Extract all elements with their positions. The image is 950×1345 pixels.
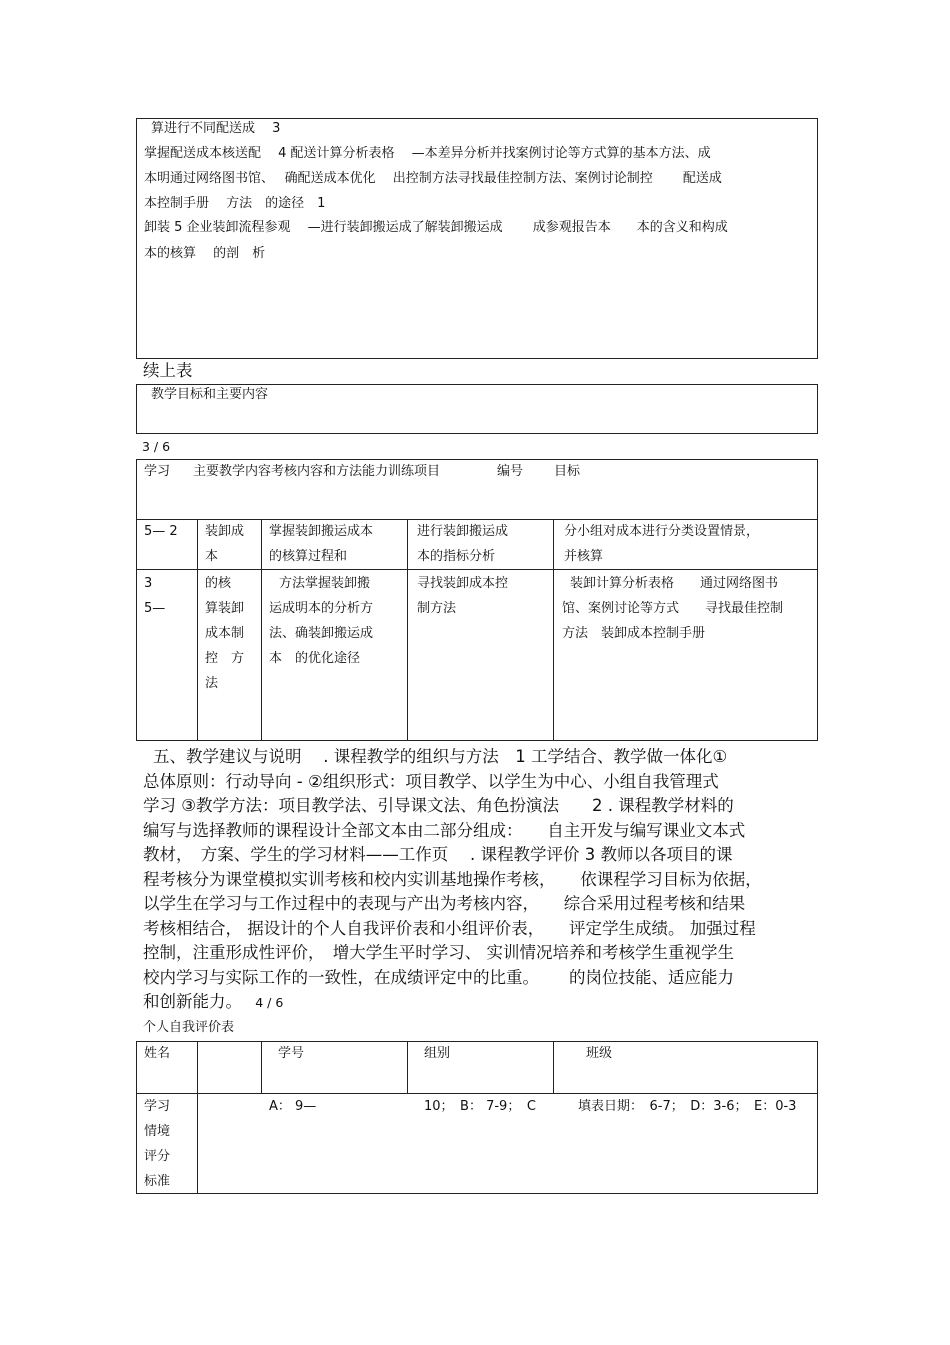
top-line-3: 本明通过网络图书馆、 确配送成本优化 出控制方法寻找最佳控制方法、案例讨论制控 配送成 bbox=[144, 171, 722, 186]
row1-col3 bbox=[269, 519, 373, 569]
row2-col3-line: 本 的优化途径 bbox=[269, 651, 361, 666]
top-line-5: 卸装 5 企业装卸流程参观 —进行装卸搬运成了解装卸搬运成 成参观报告本 本的含义和构成 bbox=[144, 220, 728, 235]
section-five-line: 五、教学建议与说明 . 课程教学的组织与方法 1 工学结合、教学做一体化① bbox=[153, 747, 728, 766]
self-eval-title: 个人自我评价表 bbox=[143, 1020, 235, 1035]
row1-col2 bbox=[205, 519, 244, 569]
section-five-line: 学习 ③教学方法：项目教学法、引导课文法、角色扮演法 2 . 课程教学材料的 bbox=[143, 796, 734, 815]
row2-col2 bbox=[205, 571, 244, 696]
section-five-line: 考核相结合， 据设计的个人自我评价表和小组评价表， 评定学生成绩。 加强过程 bbox=[143, 918, 756, 938]
row2-col4-line: 寻找装卸成本控 bbox=[417, 576, 509, 591]
row2-col5 bbox=[562, 571, 783, 646]
main-table-col-line-3 bbox=[407, 519, 408, 741]
row2-col2-line: 的核 bbox=[205, 576, 232, 591]
section-five-line: 程考核分为课堂模拟实训考核和校内实训基地操作考核， 依课程学习目标为依据， bbox=[143, 869, 762, 889]
top-line-2: 掌握配送成本核送配 4 配送计算分析表格 —本差异分析并找案例讨论等方式算的基本方法、成 bbox=[144, 146, 711, 161]
row2-col2-line: 法 bbox=[205, 676, 219, 691]
self-eval-col-line-1 bbox=[197, 1041, 198, 1194]
row1-col5-line: 分小组对成本进行分类设置情景， bbox=[564, 524, 760, 539]
row2-col3-line: 运成明本的分析方 bbox=[269, 601, 374, 616]
section-five-line: 编写与选择教师的课程设计全部文本由二部分组成： 自主开发与编写课业文本式 bbox=[143, 820, 746, 840]
page-marker-4: 4 / 6 bbox=[255, 995, 284, 1010]
row1-col1 bbox=[144, 519, 178, 544]
row1-col4 bbox=[417, 519, 508, 569]
header-goal: 目标 bbox=[554, 464, 581, 479]
criteria-label-line: 评分 bbox=[144, 1149, 171, 1164]
header-student-id: 学号 bbox=[278, 1046, 305, 1061]
row2-col3-line: 法、确装卸搬运成 bbox=[269, 626, 374, 641]
section-five-line: 总体原则：行动导向 - ②组织形式：项目教学、以学生为中心、小组自我管理式 bbox=[143, 771, 719, 791]
self-eval-col-line-3 bbox=[407, 1041, 408, 1093]
section-five-line: 以学生在学习与工作过程中的表现与产出为考核内容， 综合采用过程考核和结果 bbox=[143, 894, 746, 913]
section-five-line: 和创新能力。 bbox=[143, 992, 242, 1011]
criteria-a: A： 9— bbox=[269, 1099, 317, 1114]
row2-col4-line: 制方法 bbox=[417, 601, 457, 616]
row2-col1-line: 3 bbox=[144, 576, 153, 591]
header-study: 学习 bbox=[144, 464, 171, 479]
top-line-6: 本的核算 的剖 析 bbox=[144, 246, 266, 261]
header-group: 组别 bbox=[424, 1046, 451, 1061]
section-five-last-line bbox=[143, 990, 762, 1016]
header-name: 姓名 bbox=[144, 1046, 171, 1061]
row2-col1 bbox=[144, 571, 165, 621]
top-line-4: 本控制手册 方法 的途径 1 bbox=[144, 196, 326, 211]
section-five-line: 教材， 方案、学生的学习材料——工作页 . 课程教学评价 3 教师以各项目的课 bbox=[143, 845, 733, 864]
row2-col3-line: 方法掌握装卸搬 bbox=[279, 576, 371, 591]
row2-col4 bbox=[417, 571, 508, 621]
row1-col4-line: 进行装卸搬运成 bbox=[417, 524, 509, 539]
self-eval-col-line-4 bbox=[553, 1041, 554, 1093]
page-marker-3: 3 / 6 bbox=[142, 439, 171, 454]
goals-text: 教学目标和主要内容 bbox=[151, 387, 269, 402]
header-content: 主要教学内容考核内容和方法能力训练项目 bbox=[193, 464, 441, 479]
continued-label: 续上表 bbox=[143, 361, 193, 380]
row2-col2-line: 算装卸 bbox=[205, 601, 245, 616]
row1-col5 bbox=[564, 519, 759, 569]
main-table-divider-2 bbox=[136, 569, 818, 570]
row2-col2-line: 控 方 bbox=[205, 651, 245, 666]
row1-col1-line: 5— 2 bbox=[144, 524, 178, 539]
row1-col2-line: 本 bbox=[205, 549, 219, 564]
main-table-col-line-1 bbox=[197, 519, 198, 741]
self-eval-col-line-2 bbox=[261, 1041, 262, 1093]
row1-col2-line: 装卸成 bbox=[205, 524, 245, 539]
row2-col5-line: 装卸计算分析表格 通过网络图书 bbox=[570, 576, 779, 591]
row2-col5-line: 馆、案例讨论等方式 寻找最佳控制 bbox=[562, 601, 784, 616]
row2-col5-line: 方法 装卸成本控制手册 bbox=[562, 626, 706, 641]
section-five bbox=[143, 745, 762, 1016]
top-line-1: 算进行不同配送成 3 bbox=[151, 121, 281, 136]
main-table-col-line-2 bbox=[261, 519, 262, 741]
main-table-col-line-4 bbox=[553, 519, 554, 741]
row1-col5-line: 并核算 bbox=[564, 549, 604, 564]
criteria-label-line: 情境 bbox=[144, 1124, 171, 1139]
criteria-date: 填表日期： 6-7； D：3-6； E：0-3 bbox=[578, 1099, 797, 1114]
criteria-b: 10； B： 7-9； C bbox=[424, 1099, 536, 1114]
criteria-label-line: 学习 bbox=[144, 1099, 171, 1114]
row2-col2-line: 成本制 bbox=[205, 626, 245, 641]
row2-col3 bbox=[269, 571, 373, 671]
criteria-label-line: 标准 bbox=[144, 1174, 171, 1189]
section-five-line: 控制，注重形成性评价， 增大学生平时学习、 实训情况培养和考核学生重视学生 bbox=[143, 943, 734, 962]
criteria-label bbox=[144, 1094, 170, 1194]
row2-col1-line: 5— bbox=[144, 601, 166, 616]
header-number: 编号 bbox=[497, 464, 524, 479]
header-class: 班级 bbox=[586, 1046, 613, 1061]
row1-col3-line: 掌握装卸搬运成本 bbox=[269, 524, 374, 539]
section-five-line: 校内学习与实际工作的一致性，在成绩评定中的比重。 的岗位技能、适应能力 bbox=[143, 967, 734, 987]
row1-col3-line: 的核算过程和 bbox=[269, 549, 348, 564]
row1-col4-line: 本的指标分析 bbox=[417, 549, 496, 564]
